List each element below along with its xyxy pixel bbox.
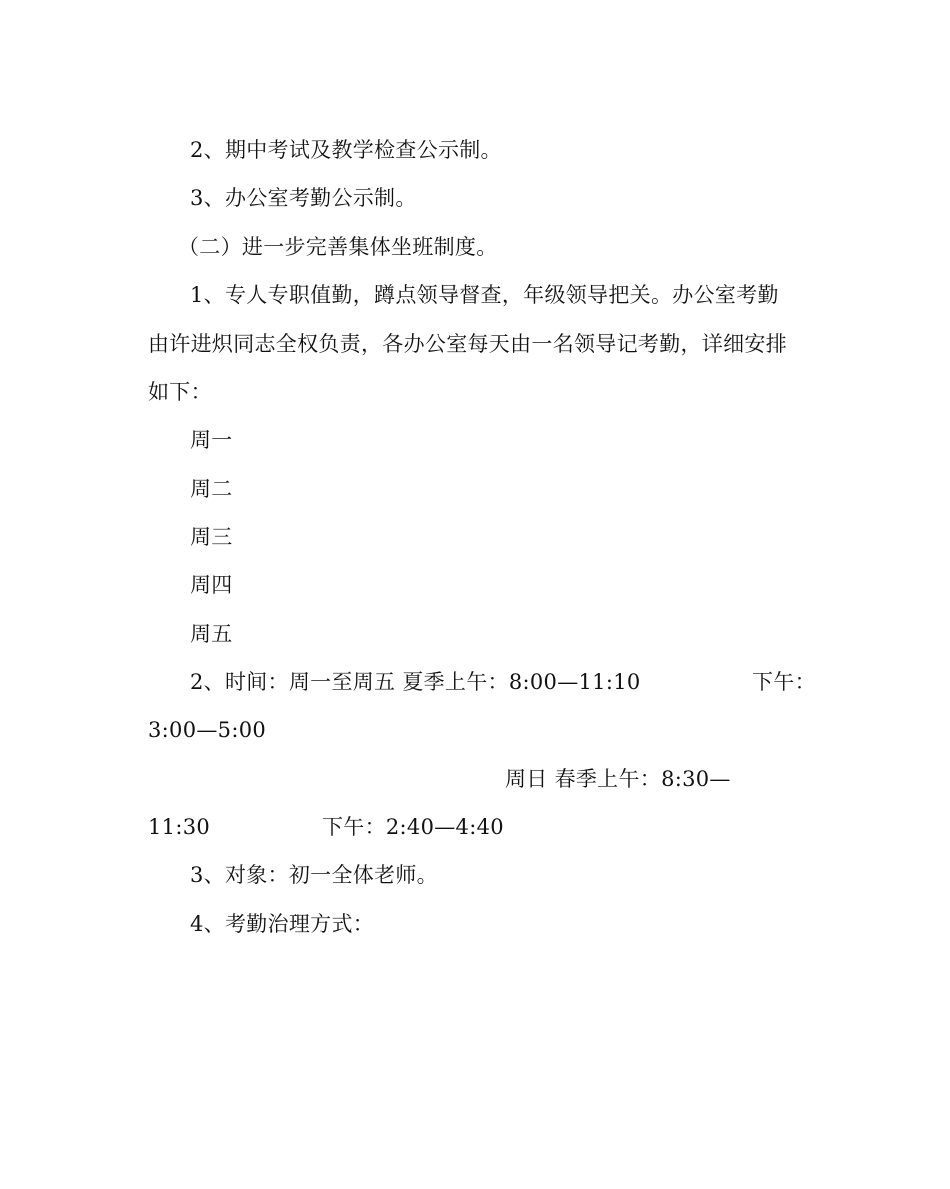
weekday-label: 周二: [190, 477, 233, 501]
text-line: 由许进炽同志全权负责，各办公室每天由一名领导记考勤，详细安排: [148, 332, 787, 356]
weekday-label: 周一: [190, 428, 233, 452]
text-line: 11:30: [148, 815, 211, 839]
text-line: 周日 春季上午：8:30—: [505, 767, 731, 791]
text-line: 3、对象：初一全体老师。: [190, 863, 438, 887]
weekday-label: 周三: [190, 525, 233, 549]
text-line: 1、专人专职值勤，蹲点领导督查，年级领导把关。办公室考勤: [190, 283, 779, 307]
section-heading: （二）进一步完善集体坐班制度。: [178, 235, 498, 259]
text-line: 下午：: [752, 670, 816, 694]
text-line: 下午：2:40—4:40: [322, 815, 504, 839]
weekday-label: 周五: [190, 622, 233, 646]
text-line: 如下：: [148, 380, 212, 404]
text-line: 2、时间：周一至周五 夏季上午：8:00—11:10: [190, 670, 641, 694]
text-line: 4、考勤治理方式：: [190, 912, 375, 936]
weekday-label: 周四: [190, 573, 233, 597]
text-line: 3:00—5:00: [148, 718, 267, 742]
text-line: 3、办公室考勤公示制。: [190, 186, 417, 210]
text-line: 2、期中考试及教学检查公示制。: [190, 138, 502, 162]
